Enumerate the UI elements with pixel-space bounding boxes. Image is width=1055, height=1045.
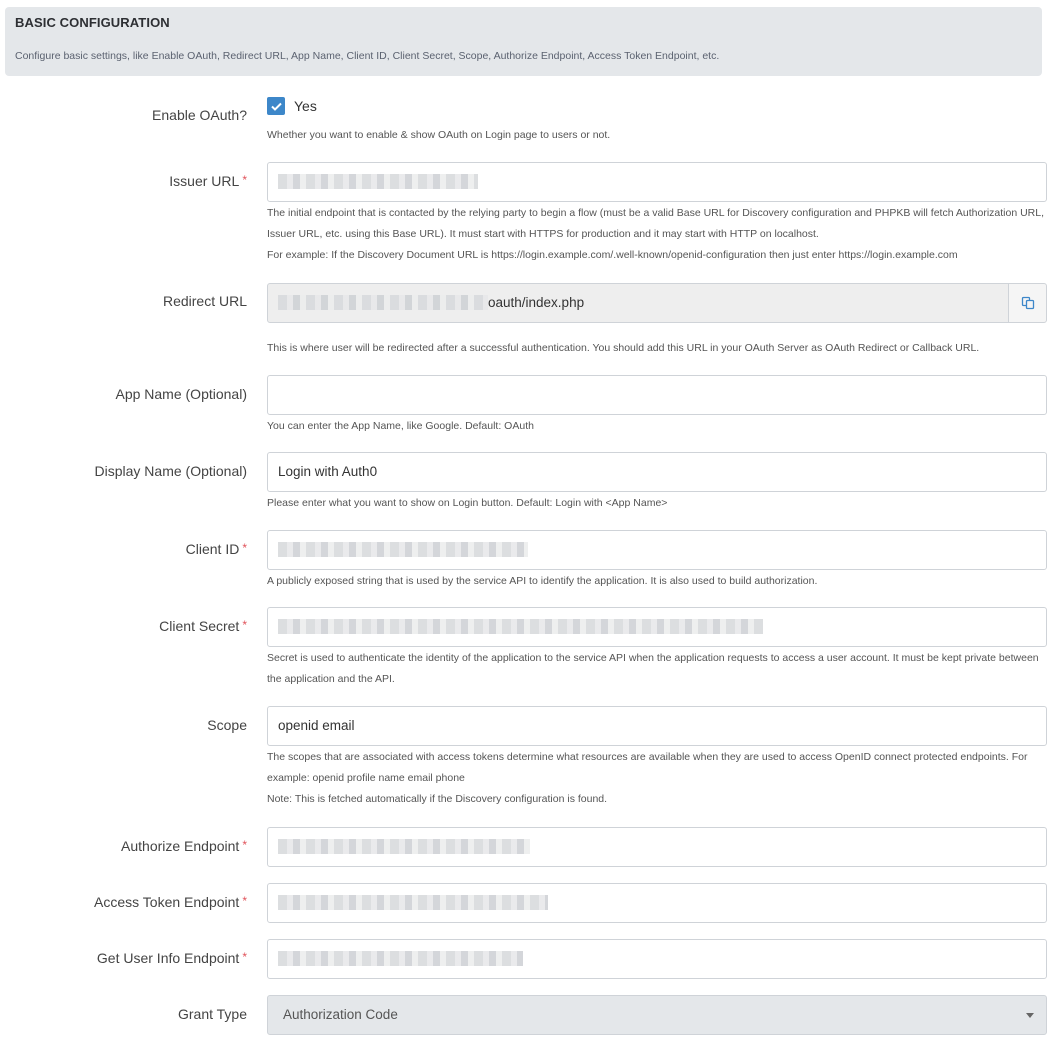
required-asterisk: * [242, 541, 247, 555]
scope-help: The scopes that are associated with access tokens determine what resources are available when they are used to access OpenID connect protected endpoints. For example: openid profile name email phone Note: This is fetched automatically if the Discovery configuration is found. [267, 751, 1028, 805]
required-asterisk: * [242, 838, 247, 852]
enable-oauth-label: Enable OAuth? [152, 107, 247, 123]
checkmark-icon [271, 102, 282, 111]
user-info-endpoint-label: Get User Info Endpoint * [96, 950, 247, 966]
redacted-value [278, 619, 763, 634]
redirect-url-label: Redirect URL [162, 293, 247, 309]
redacted-value [278, 895, 548, 910]
issuer-url-input[interactable] [267, 162, 1047, 202]
redacted-value [278, 951, 523, 966]
client-secret-input[interactable] [267, 607, 1047, 647]
app-name-label: App Name (Optional) [115, 386, 247, 402]
client-id-label: Client ID * [185, 541, 247, 557]
user-info-endpoint-input[interactable] [267, 939, 1047, 979]
enable-oauth-option-label[interactable]: Yes [294, 98, 317, 114]
display-name-help: Please enter what you want to show on Login button. Default: Login with <App Name> [267, 497, 668, 509]
redacted-value [278, 839, 530, 854]
redacted-value [278, 295, 488, 310]
display-name-input[interactable]: Login with Auth0 [267, 452, 1047, 492]
scope-label: Scope [207, 717, 247, 733]
redacted-value [278, 542, 528, 557]
grant-type-select[interactable] [267, 995, 1047, 1035]
scope-input[interactable]: openid email [267, 706, 1047, 746]
display-name-label: Display Name (Optional) [94, 463, 247, 479]
client-id-help: A publicly exposed string that is used by the service API to identify the application. It is also used to build authorization. [267, 575, 818, 587]
section-title: BASIC CONFIGURATION [15, 15, 170, 30]
enable-oauth-checkbox[interactable] [267, 97, 285, 115]
required-asterisk: * [242, 173, 247, 187]
client-id-input[interactable] [267, 530, 1047, 570]
issuer-url-label: Issuer URL * [169, 173, 247, 189]
redacted-value [278, 174, 478, 189]
required-asterisk: * [242, 950, 247, 964]
chevron-down-icon [1026, 1013, 1034, 1018]
redirect-url-input[interactable]: oauth/index.php [267, 283, 1009, 323]
authorize-endpoint-input[interactable] [267, 827, 1047, 867]
section-description: Configure basic settings, like Enable OAuth, Redirect URL, App Name, Client ID, Client Secret, Scope, Authorize Endpoint, Access Token Endpoint, etc. [15, 50, 720, 62]
access-token-endpoint-label: Access Token Endpoint * [94, 894, 247, 910]
section-header [5, 7, 1042, 76]
required-asterisk: * [242, 618, 247, 632]
app-name-help: You can enter the App Name, like Google. Default: OAuth [267, 420, 534, 432]
client-secret-label: Client Secret * [159, 618, 247, 634]
grant-type-label: Grant Type [177, 1006, 247, 1022]
grant-type-selected-value: Authorization Code [283, 1007, 398, 1022]
access-token-endpoint-input[interactable] [267, 883, 1047, 923]
app-name-input[interactable] [267, 375, 1047, 415]
copy-icon [1021, 296, 1035, 310]
required-asterisk: * [242, 894, 247, 908]
enable-oauth-help: Whether you want to enable & show OAuth on Login page to users or not. [267, 129, 611, 141]
authorize-endpoint-label: Authorize Endpoint * [121, 838, 247, 854]
client-secret-help: Secret is used to authenticate the identity of the application to the service API when the application requests to access a user account. It must be kept private between the application and the API. [267, 652, 1039, 685]
issuer-url-help: The initial endpoint that is contacted by the relying party to begin a flow (must be a valid Base URL for Discovery configuration and PHPKB will fetch Authorization URL, Issuer URL, etc. using this Base URL). It must start with HTTPS for production and it may start with HTTP on localhost. For example: If the Discovery Document URL is https://login.example.com/.well-known/openid-configuration then just enter https://login.example.com [267, 207, 1045, 261]
redirect-url-help: This is where user will be redirected after a successful authentication. You should add this URL in your OAuth Server as OAuth Redirect or Callback URL. [267, 342, 980, 354]
copy-redirect-url-button[interactable] [1008, 283, 1047, 323]
